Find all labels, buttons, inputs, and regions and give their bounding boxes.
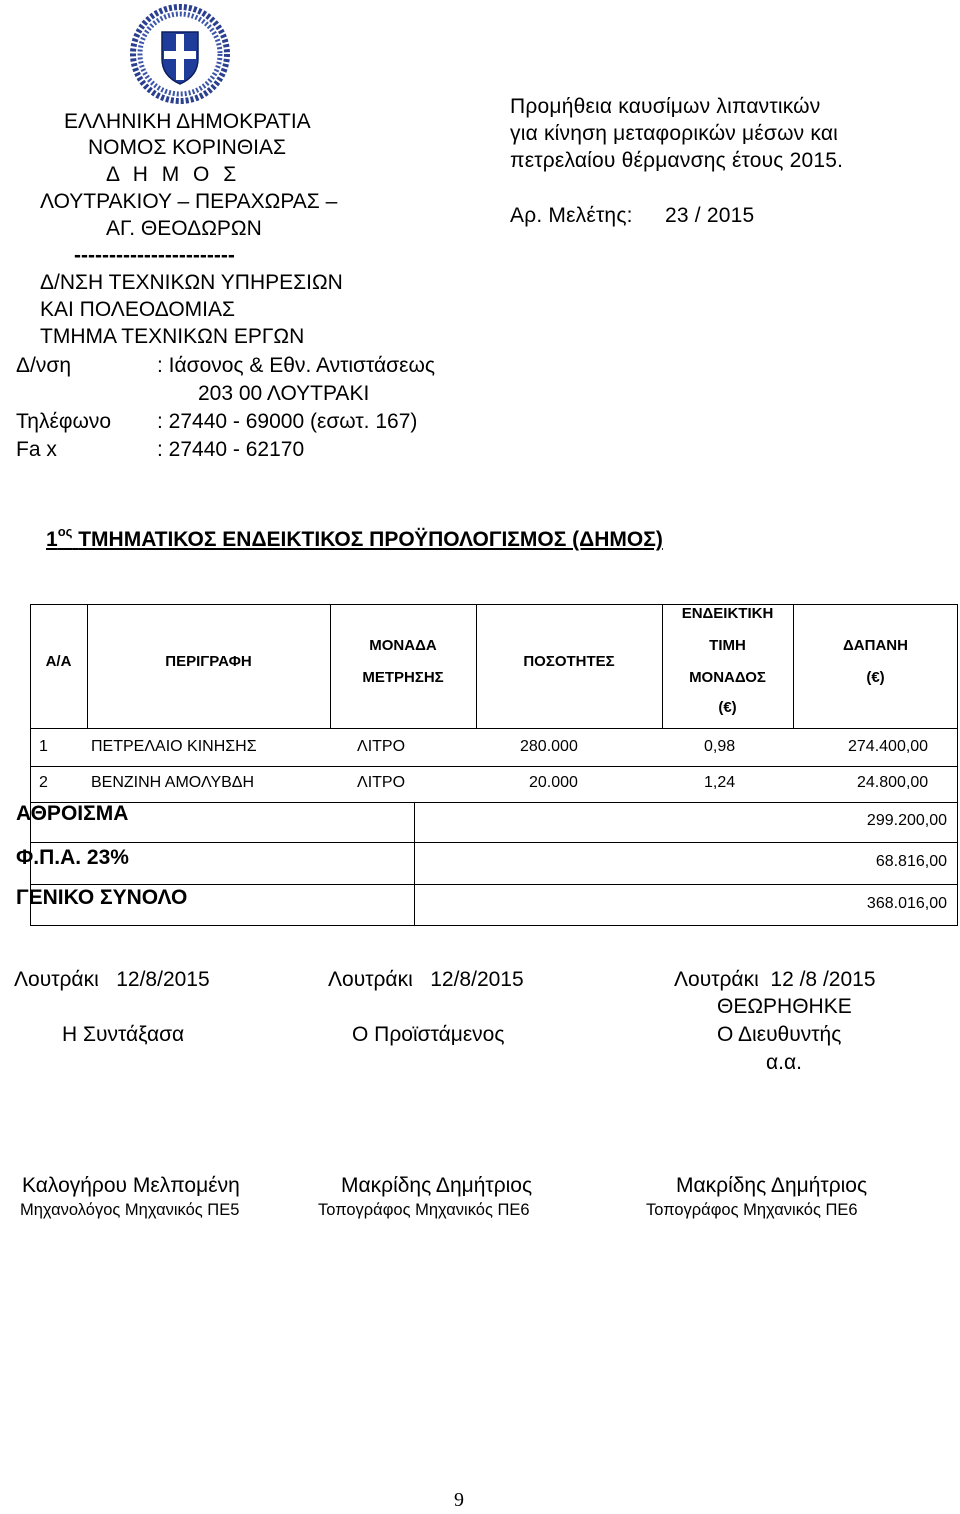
sig2-role: Ο Προϊστάμενος — [352, 1023, 505, 1046]
row2-unit: ΛΙΤΡΟ — [357, 774, 406, 791]
header-price-4: (€) — [718, 699, 737, 716]
row1-unit: ΛΙΤΡΟ — [357, 738, 406, 755]
study-number-label: Αρ. Μελέτης: — [510, 204, 633, 227]
header-country: ΕΛΛΗΝΙΚΗ ΔΗΜΟΚΡΑΤΙΑ — [64, 110, 311, 133]
header-price-1: ΕΝΔΕΙΚΤΙΚΗ — [681, 605, 774, 622]
title-text: ΤΜΗΜΑΤΙΚΟΣ ΕΝΔΕΙΚΤΙΚΟΣ ΠΡΟΫΠΟΛΟΓΙΣΜΟΣ (ΔΗΜΟΣ) — [78, 528, 663, 551]
table-top-border — [30, 604, 958, 605]
table-vat-border — [30, 884, 958, 885]
study-number-value: 23 / 2015 — [665, 204, 755, 227]
header-directorate-2: ΚΑΙ ΠΟΛΕΟΔΟΜΙΑΣ — [40, 298, 235, 321]
total-label: ΓΕΝΙΚΟ ΣΥΝΟΛΟ — [16, 886, 188, 909]
row2-aa: 2 — [39, 774, 48, 791]
vat-value: 68.816,00 — [875, 853, 947, 870]
vat-label: Φ.Π.Α. 23% — [16, 846, 129, 869]
sig1-date: Λουτράκι 12/8/2015 — [14, 968, 210, 991]
greek-coat-of-arms-emblem — [130, 4, 230, 104]
header-unit-2: ΜΕΤΡΗΣΗΣ — [362, 669, 444, 686]
fax-value: : 27440 - 62170 — [157, 438, 305, 461]
sig3-title: Τοπογράφος Μηχανικός ΠΕ6 — [646, 1201, 858, 1219]
address-value: : Ιάσονος & Εθν. Αντιστάσεως — [157, 354, 435, 377]
address-label: Δ/νση — [16, 354, 72, 377]
header-municipality-name-2: ΑΓ. ΘΕΟΔΩΡΩΝ — [106, 217, 262, 240]
sig1-title: Μηχανολόγος Μηχανικός ΠΕ5 — [20, 1201, 240, 1219]
title-number: 1 — [46, 528, 58, 551]
sig3-seen: ΘΕΩΡΗΘΗΚΕ — [717, 995, 852, 1018]
header-price-3: ΜΟΝΑΔΟΣ — [689, 669, 766, 686]
col-divider-summary — [414, 802, 415, 926]
header-unit-1: ΜΟΝΑΔΑ — [369, 637, 437, 654]
sig1-name: Καλογήρου Μελπομένη — [22, 1174, 240, 1197]
sig3-date: Λουτράκι 12 /8 /2015 — [674, 968, 876, 991]
row2-cost: 24.800,00 — [857, 774, 929, 791]
row1-cost: 274.400,00 — [848, 738, 929, 755]
total-value: 368.016,00 — [866, 895, 947, 912]
title-superscript: ος — [57, 524, 73, 539]
row1-quantity: 280.000 — [520, 738, 578, 755]
row2-quantity: 20.000 — [529, 774, 578, 791]
table-row2-border — [30, 802, 958, 803]
header-description: ΠΕΡΙΓΡΑΦΗ — [165, 653, 252, 670]
table-header-bottom-border — [30, 728, 958, 729]
header-municipality: Δ Η Μ Ο Σ — [106, 163, 241, 186]
phone-label: Τηλέφωνο — [16, 410, 112, 433]
header-quantities: ΠΟΣΟΤΗΤΕΣ — [523, 653, 615, 670]
sig2-date: Λουτράκι 12/8/2015 — [328, 968, 524, 991]
subject-line-2: για κίνηση μεταφορικών μέσων και — [510, 122, 839, 145]
sig1-role: Η Συντάξασα — [62, 1023, 185, 1046]
header-separator: ----------------------- — [74, 244, 235, 267]
header-price-2: ΤΙΜΗ — [709, 637, 746, 654]
sig3-role: Ο Διευθυντής — [717, 1023, 842, 1046]
header-aa: Α/Α — [45, 653, 72, 670]
phone-value: : 27440 - 69000 (εσωτ. 167) — [157, 410, 418, 433]
page-title — [46, 524, 663, 552]
header-directorate: Δ/ΝΣΗ ΤΕΧΝΙΚΩΝ ΥΠΗΡΕΣΙΩΝ — [40, 271, 343, 294]
sig2-title: Τοπογράφος Μηχανικός ΠΕ6 — [318, 1201, 530, 1219]
sum-label: ΑΘΡΟΙΣΜΑ — [16, 802, 129, 825]
sig2-name: Μακρίδης Δημήτριος — [341, 1174, 533, 1197]
header-cost-2: (€) — [866, 669, 885, 686]
address-postal: 203 00 ΛΟΥΤΡΑΚΙ — [198, 382, 370, 405]
row2-price: 1,24 — [704, 774, 736, 791]
table-bottom-border — [30, 925, 958, 926]
table-row1-border — [30, 766, 958, 767]
sum-value: 299.200,00 — [866, 812, 947, 829]
subject-line-1: Προμήθεια καυσίμων λιπαντικών — [510, 95, 821, 118]
page-number: 9 — [454, 1489, 464, 1511]
table-sum-border — [30, 842, 958, 843]
fax-label: Fa x — [16, 438, 57, 461]
header-municipality-name: ΛΟΥΤΡΑΚΙΟΥ – ΠΕΡΑΧΩΡΑΣ – — [40, 190, 338, 213]
header-department: ΤΜΗΜΑ ΤΕΧΝΙΚΩΝ ΕΡΓΩΝ — [40, 325, 305, 348]
header-prefecture: ΝΟΜΟΣ ΚΟΡΙΝΘΙΑΣ — [88, 136, 287, 159]
budget-table — [16, 604, 958, 926]
sig3-name: Μακρίδης Δημήτριος — [676, 1174, 868, 1197]
row2-description: ΒΕΝΖΙΝΗ ΑΜΟΛΥΒΔΗ — [91, 774, 255, 791]
subject-line-3: πετρελαίου θέρμανσης έτους 2015. — [510, 149, 844, 172]
row1-aa: 1 — [39, 738, 48, 755]
row1-price: 0,98 — [704, 738, 736, 755]
row1-description: ΠΕΤΡΕΛΑΙΟ ΚΙΝΗΣΗΣ — [91, 738, 257, 755]
header-cost-1: ΔΑΠΑΝΗ — [843, 637, 908, 654]
sig3-on-behalf: α.α. — [766, 1051, 802, 1074]
